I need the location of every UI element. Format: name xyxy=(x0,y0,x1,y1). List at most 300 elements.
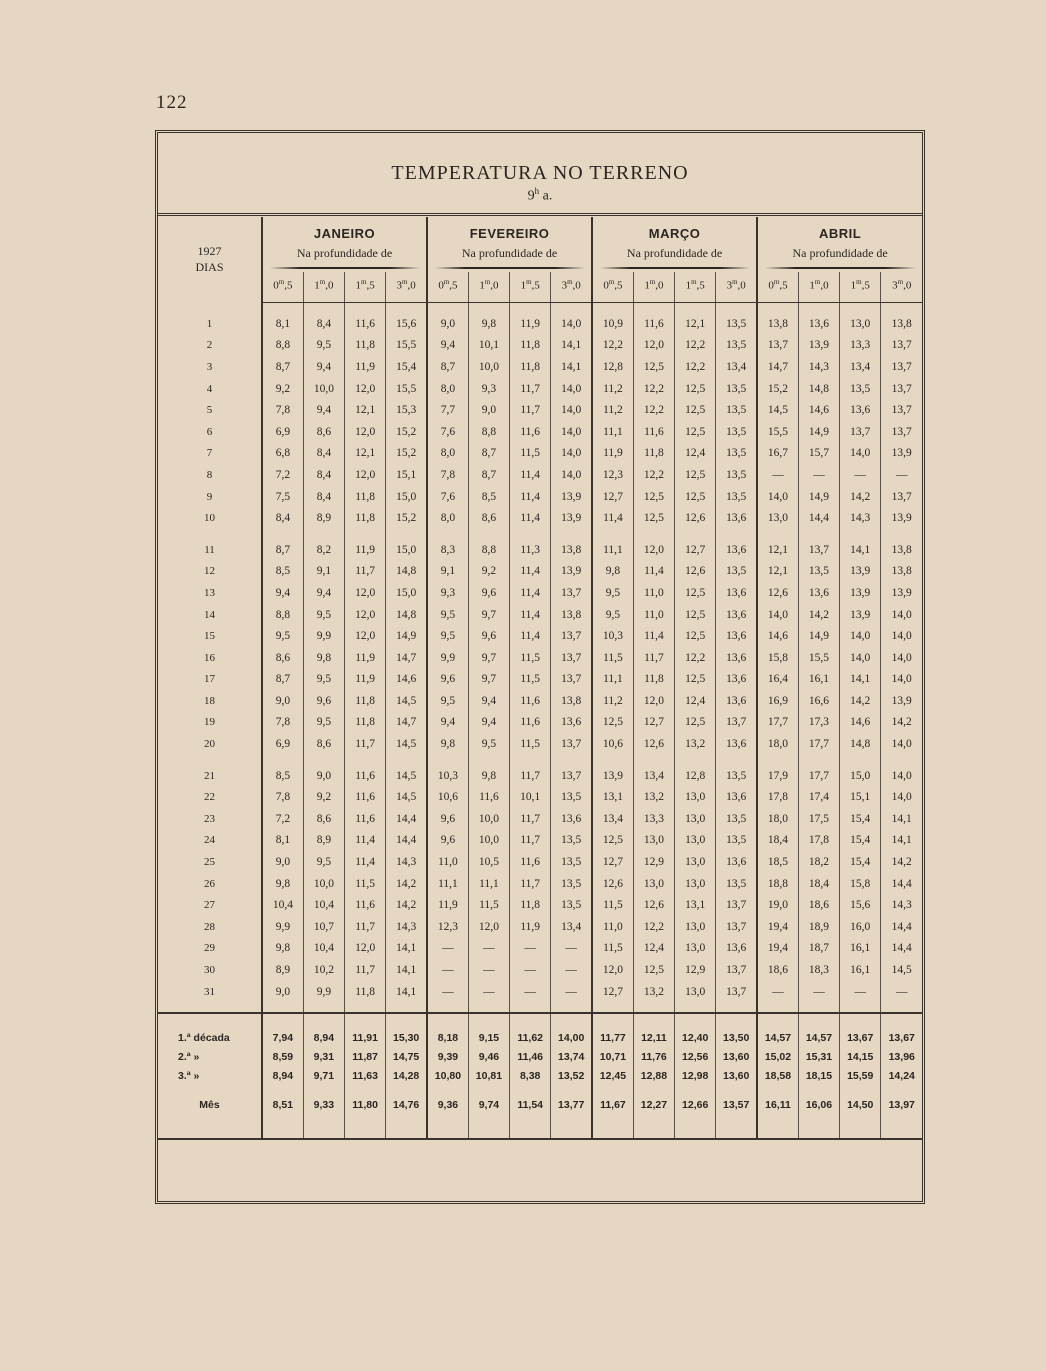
temperature-value: 11,9 xyxy=(345,647,386,669)
table-row xyxy=(158,582,922,604)
temperature-value: 10,4 xyxy=(262,894,303,916)
decade-mean: 9,15 xyxy=(468,1028,509,1047)
temperature-value: 14,8 xyxy=(386,604,427,626)
temperature-value: 16,9 xyxy=(757,690,798,712)
temperature-value: 8,7 xyxy=(262,539,303,561)
temperature-value: 9,5 xyxy=(303,335,344,357)
temperature-value: 17,8 xyxy=(757,786,798,808)
temperature-value: 12,2 xyxy=(675,335,716,357)
temperature-value: 9,9 xyxy=(303,625,344,647)
table-row xyxy=(158,625,922,647)
spacer-cell xyxy=(798,1002,839,1013)
day-number: 16 xyxy=(158,647,262,669)
temperature-value: 13,5 xyxy=(716,808,757,830)
spacer-cell xyxy=(345,529,386,539)
depth-header: 0$^m$,5 xyxy=(592,272,633,303)
days-label: DIAS xyxy=(195,260,224,274)
temperature-value: 13,0 xyxy=(675,916,716,938)
table-row xyxy=(158,808,922,830)
table-row xyxy=(158,464,922,486)
spacer-cell xyxy=(798,1085,839,1095)
table-row xyxy=(158,938,922,960)
temperature-value: 16,1 xyxy=(840,959,881,981)
spacer-cell xyxy=(633,1085,674,1095)
temperature-value: 9,8 xyxy=(262,938,303,960)
temperature-value: 17,7 xyxy=(757,712,798,734)
depth-header: 1$^m$,0 xyxy=(303,272,344,303)
temperature-value: 13,7 xyxy=(840,421,881,443)
temperature-value: 13,7 xyxy=(551,647,592,669)
temperature-value: 14,1 xyxy=(386,938,427,960)
temperature-value: 9,2 xyxy=(468,561,509,583)
temperature-value: 17,7 xyxy=(798,733,839,755)
temperature-value: 9,0 xyxy=(468,399,509,421)
decade-mean: 13,67 xyxy=(840,1028,881,1047)
month-mean: 12,66 xyxy=(675,1095,716,1114)
temperature-value: 13,6 xyxy=(716,938,757,960)
temperature-value: 13,7 xyxy=(551,625,592,647)
rule-line xyxy=(270,267,420,269)
spacer-cell xyxy=(510,1013,551,1028)
temperature-value: 12,1 xyxy=(345,399,386,421)
temperature-value: 14,0 xyxy=(881,647,922,669)
spacer-cell xyxy=(551,303,592,314)
decade-mean: 11,76 xyxy=(633,1047,674,1066)
table-row xyxy=(158,421,922,443)
temperature-value: 13,0 xyxy=(633,873,674,895)
temperature-value: 14,4 xyxy=(881,938,922,960)
spacer-cell xyxy=(303,1085,344,1095)
spacer-cell xyxy=(386,1013,427,1028)
temperature-value: 11,8 xyxy=(345,486,386,508)
temperature-value: 13,7 xyxy=(716,894,757,916)
temperature-value: 9,6 xyxy=(427,830,468,852)
temperature-value: 12,5 xyxy=(675,625,716,647)
temperature-value: 14,4 xyxy=(881,916,922,938)
decade-mean: 15,59 xyxy=(840,1066,881,1085)
temperature-value: 12,5 xyxy=(633,959,674,981)
table-row xyxy=(158,669,922,691)
temperature-value: — xyxy=(427,959,468,981)
decade-mean: 8,94 xyxy=(262,1066,303,1085)
temperature-value: 8,8 xyxy=(468,421,509,443)
day-number: 21 xyxy=(158,765,262,787)
temperature-value: 11,0 xyxy=(633,582,674,604)
spacer-cell xyxy=(510,303,551,314)
month-header: MARÇO xyxy=(592,217,757,241)
temperature-value: 14,0 xyxy=(881,604,922,626)
temperature-value: 15,6 xyxy=(840,894,881,916)
temperature-value: 18,8 xyxy=(757,873,798,895)
temperature-value: 13,8 xyxy=(551,539,592,561)
decade-mean: 11,46 xyxy=(510,1047,551,1066)
temperature-value: 11,6 xyxy=(345,786,386,808)
spacer-cell xyxy=(262,1013,303,1028)
decade-mean: 11,87 xyxy=(345,1047,386,1066)
spacer-cell xyxy=(675,1013,716,1028)
temperature-value: 9,5 xyxy=(592,604,633,626)
temperature-value: 13,6 xyxy=(551,712,592,734)
temperature-value: 13,7 xyxy=(881,335,922,357)
temperature-value: 9,1 xyxy=(427,561,468,583)
temperature-value: 13,0 xyxy=(675,851,716,873)
temperature-value: 8,7 xyxy=(262,669,303,691)
temperature-value: 11,7 xyxy=(510,873,551,895)
temperature-value: 14,2 xyxy=(840,486,881,508)
temperature-value: 13,5 xyxy=(716,399,757,421)
decade-mean: 12,98 xyxy=(675,1066,716,1085)
temperature-value: 9,2 xyxy=(303,786,344,808)
temperature-value: 14,0 xyxy=(551,421,592,443)
spacer-cell xyxy=(345,303,386,314)
temperature-value: 13,6 xyxy=(716,604,757,626)
temperature-value: 18,5 xyxy=(757,851,798,873)
temperature-value: — xyxy=(881,981,922,1003)
temperature-value: 11,2 xyxy=(592,690,633,712)
day-number: 13 xyxy=(158,582,262,604)
temperature-value: 12,0 xyxy=(345,625,386,647)
header-rule xyxy=(592,264,757,272)
temperature-value: 12,1 xyxy=(757,561,798,583)
temperature-value: 13,6 xyxy=(716,507,757,529)
temperature-value: — xyxy=(840,981,881,1003)
temperature-value: — xyxy=(427,981,468,1003)
temperature-value: 14,6 xyxy=(757,625,798,647)
temperature-value: 9,3 xyxy=(468,378,509,400)
temperature-value: 11,1 xyxy=(592,669,633,691)
temperature-value: 11,4 xyxy=(633,625,674,647)
spacer-cell xyxy=(427,755,468,765)
temperature-value: 13,7 xyxy=(881,486,922,508)
table-row xyxy=(158,378,922,400)
table-title: TEMPERATURA NO TERRENO xyxy=(391,162,689,184)
temperature-value: 11,6 xyxy=(633,421,674,443)
temperature-value: 8,6 xyxy=(303,421,344,443)
temperature-value: 8,0 xyxy=(427,507,468,529)
temperature-value: 11,6 xyxy=(345,765,386,787)
spacer-cell xyxy=(345,1002,386,1013)
temperature-value: 11,5 xyxy=(468,894,509,916)
temperature-value: 16,1 xyxy=(798,669,839,691)
temperature-value: 13,9 xyxy=(840,561,881,583)
temperature-value: 14,2 xyxy=(386,873,427,895)
month-mean: 13,57 xyxy=(716,1095,757,1114)
temperature-value: 11,8 xyxy=(510,356,551,378)
depth-header: 1$^m$,0 xyxy=(633,272,674,303)
temperature-value: 12,7 xyxy=(592,486,633,508)
temperature-value: 14,3 xyxy=(798,356,839,378)
temperature-value: 11,6 xyxy=(510,421,551,443)
temperature-value: 12,7 xyxy=(633,712,674,734)
temperature-value: 9,4 xyxy=(303,399,344,421)
temperature-value: 14,0 xyxy=(840,647,881,669)
temperature-value: — xyxy=(510,938,551,960)
temperature-value: 18,7 xyxy=(798,938,839,960)
temperature-value: 12,5 xyxy=(675,378,716,400)
day-number: 24 xyxy=(158,830,262,852)
temperature-value: 9,5 xyxy=(303,604,344,626)
spacer-cell xyxy=(716,755,757,765)
decade-mean: 13,50 xyxy=(716,1028,757,1047)
temperature-value: 14,0 xyxy=(757,486,798,508)
table-row xyxy=(158,981,922,1003)
temperature-value: 11,8 xyxy=(345,690,386,712)
temperature-value: 13,8 xyxy=(881,313,922,335)
spacer-cell xyxy=(386,303,427,314)
temperature-value: 14,0 xyxy=(881,765,922,787)
temperature-value: 11,4 xyxy=(510,486,551,508)
temperature-value: 13,3 xyxy=(840,335,881,357)
temperature-value: 8,6 xyxy=(303,733,344,755)
temperature-value: 14,2 xyxy=(881,712,922,734)
month-mean: 16,11 xyxy=(757,1095,798,1114)
temperature-value: 9,8 xyxy=(468,765,509,787)
temperature-value: 16,7 xyxy=(757,443,798,465)
depth-label: Na profundidade de xyxy=(592,241,757,264)
temperature-value: 8,4 xyxy=(303,486,344,508)
temperature-value: 11,4 xyxy=(510,625,551,647)
temperature-value: 8,9 xyxy=(262,959,303,981)
spacer-cell xyxy=(262,755,303,765)
temperature-value: 13,7 xyxy=(716,981,757,1003)
temperature-value: 15,5 xyxy=(386,378,427,400)
temperature-value: 11,8 xyxy=(345,712,386,734)
temperature-value: 14,4 xyxy=(386,808,427,830)
temperature-value: 12,0 xyxy=(345,938,386,960)
spacer-cell xyxy=(510,1085,551,1095)
temperature-value: 9,5 xyxy=(468,733,509,755)
temperature-value: 12,4 xyxy=(675,443,716,465)
depth-label: Na profundidade de xyxy=(296,246,393,260)
temperature-value: 12,7 xyxy=(675,539,716,561)
decade-mean: 13,96 xyxy=(881,1047,922,1066)
temperature-value: 9,5 xyxy=(427,690,468,712)
decade-mean: 14,15 xyxy=(840,1047,881,1066)
temperature-value: 11,5 xyxy=(592,647,633,669)
temperature-value: 10,0 xyxy=(303,378,344,400)
temperature-value: 8,6 xyxy=(303,808,344,830)
day-number: 14 xyxy=(158,604,262,626)
temperature-value: 7,6 xyxy=(427,421,468,443)
temperature-value: 9,0 xyxy=(262,981,303,1003)
temperature-value: 14,8 xyxy=(840,733,881,755)
month-header: ABRIL xyxy=(757,217,922,241)
table-row xyxy=(158,313,922,335)
temperature-value: 15,4 xyxy=(386,356,427,378)
temperature-value: 18,3 xyxy=(798,959,839,981)
spacer-cell xyxy=(551,755,592,765)
temperature-value: 11,1 xyxy=(592,421,633,443)
spacer-cell xyxy=(386,1002,427,1013)
temperature-value: 11,8 xyxy=(633,443,674,465)
temperature-value: 11,7 xyxy=(633,647,674,669)
temperature-value: 9,7 xyxy=(468,669,509,691)
temperature-value: 9,6 xyxy=(427,808,468,830)
temperature-value: 11,8 xyxy=(345,335,386,357)
temperature-value: 9,0 xyxy=(262,851,303,873)
temperature-value: 13,2 xyxy=(675,733,716,755)
temperature-value: 15,3 xyxy=(386,399,427,421)
temperature-value: 13,9 xyxy=(840,604,881,626)
temperature-value: — xyxy=(551,938,592,960)
temperature-value: 14,1 xyxy=(881,808,922,830)
spacer-cell xyxy=(510,529,551,539)
temperature-value: 13,7 xyxy=(881,378,922,400)
temperature-value: 9,6 xyxy=(468,582,509,604)
temperature-value: 13,9 xyxy=(881,690,922,712)
decade-mean: 10,81 xyxy=(468,1066,509,1085)
temperature-value: 19,0 xyxy=(757,894,798,916)
temperature-value: 13,5 xyxy=(716,830,757,852)
temperature-value: 17,9 xyxy=(757,765,798,787)
temperature-value: 9,4 xyxy=(427,712,468,734)
temperature-value: 9,5 xyxy=(592,582,633,604)
day-number: 1 xyxy=(158,313,262,335)
temperature-value: 10,1 xyxy=(468,335,509,357)
table-row xyxy=(158,873,922,895)
temperature-value: 12,9 xyxy=(633,851,674,873)
temperature-value: 12,0 xyxy=(345,604,386,626)
spacer-cell xyxy=(345,755,386,765)
temperature-value: 13,7 xyxy=(881,356,922,378)
decade-label: 3.ª » xyxy=(158,1066,262,1085)
decade-summary-row xyxy=(158,1066,922,1085)
table-row xyxy=(158,959,922,981)
month-mean: 9,36 xyxy=(427,1095,468,1114)
temperature-value: — xyxy=(551,981,592,1003)
temperature-value: 14,3 xyxy=(881,894,922,916)
depth-header: 1$^m$,5 xyxy=(675,272,716,303)
temperature-value: 12,6 xyxy=(633,733,674,755)
spacer-cell xyxy=(345,1013,386,1028)
temperature-value: 15,5 xyxy=(386,335,427,357)
temperature-value: 11,4 xyxy=(510,582,551,604)
temperature-value: 15,6 xyxy=(386,313,427,335)
table-row xyxy=(158,486,922,508)
temperature-value: 18,4 xyxy=(757,830,798,852)
temperature-value: 14,5 xyxy=(881,959,922,981)
temperature-value: 14,5 xyxy=(386,690,427,712)
temperature-value: 7,8 xyxy=(427,464,468,486)
table-row xyxy=(158,507,922,529)
temperature-value: 12,0 xyxy=(345,582,386,604)
temperature-value: 17,8 xyxy=(798,830,839,852)
temperature-value: 11,4 xyxy=(510,604,551,626)
day-number: 28 xyxy=(158,916,262,938)
decade-mean: 13,60 xyxy=(716,1066,757,1085)
temperature-table xyxy=(158,217,922,1140)
temperature-value: 9,5 xyxy=(303,669,344,691)
temperature-value: 12,6 xyxy=(675,561,716,583)
temperature-value: 15,2 xyxy=(386,443,427,465)
spacer-cell xyxy=(757,755,798,765)
temperature-value: 13,7 xyxy=(716,959,757,981)
temperature-value: 15,8 xyxy=(840,873,881,895)
spacer-cell xyxy=(262,1002,303,1013)
decade-mean: 14,00 xyxy=(551,1028,592,1047)
temperature-value: 13,1 xyxy=(592,786,633,808)
day-number: 26 xyxy=(158,873,262,895)
temperature-value: 9,5 xyxy=(427,625,468,647)
temperature-value: 13,0 xyxy=(675,830,716,852)
temperature-value: 15,1 xyxy=(386,464,427,486)
temperature-value: 11,7 xyxy=(345,561,386,583)
spacer-cell xyxy=(262,1085,303,1095)
temperature-value: 15,4 xyxy=(840,830,881,852)
temperature-value: 6,9 xyxy=(262,733,303,755)
temperature-value: 13,5 xyxy=(551,894,592,916)
depth-header: 1$^m$,5 xyxy=(510,272,551,303)
temperature-value: 13,4 xyxy=(551,916,592,938)
temperature-value: 9,4 xyxy=(427,335,468,357)
decade-mean: 15,31 xyxy=(798,1047,839,1066)
temperature-value: 7,7 xyxy=(427,399,468,421)
spacer-cell xyxy=(675,1114,716,1139)
temperature-value: 13,0 xyxy=(675,786,716,808)
temperature-value: 9,8 xyxy=(427,733,468,755)
decade-summary-row xyxy=(158,1047,922,1066)
month-header: FEVEREIRO xyxy=(427,217,592,241)
spacer-cell xyxy=(303,755,344,765)
temperature-value: 15,5 xyxy=(798,647,839,669)
temperature-value: 14,9 xyxy=(798,421,839,443)
temperature-value: 18,4 xyxy=(798,873,839,895)
temperature-value: 13,7 xyxy=(551,582,592,604)
temperature-value: 11,5 xyxy=(510,733,551,755)
temperature-value: 6,8 xyxy=(262,443,303,465)
temperature-value: 10,3 xyxy=(592,625,633,647)
spacer-cell xyxy=(510,1002,551,1013)
day-number: 10 xyxy=(158,507,262,529)
spacer-cell xyxy=(757,1002,798,1013)
temperature-value: 11,9 xyxy=(345,669,386,691)
temperature-value: 14,6 xyxy=(798,399,839,421)
spacer-cell xyxy=(427,303,468,314)
temperature-value: 13,0 xyxy=(840,313,881,335)
spacer-cell xyxy=(716,303,757,314)
temperature-value: 15,8 xyxy=(757,647,798,669)
spacer-cell xyxy=(427,1002,468,1013)
spacer-cell xyxy=(840,529,881,539)
temperature-value: 8,6 xyxy=(262,647,303,669)
temperature-value: 11,6 xyxy=(510,690,551,712)
temperature-value: 11,8 xyxy=(510,894,551,916)
day-number: 19 xyxy=(158,712,262,734)
temperature-value: 8,4 xyxy=(303,443,344,465)
temperature-value: 11,8 xyxy=(345,507,386,529)
temperature-value: 8,5 xyxy=(262,561,303,583)
temperature-value: 14,6 xyxy=(840,712,881,734)
decade-mean: 12,45 xyxy=(592,1066,633,1085)
temperature-value: 10,6 xyxy=(592,733,633,755)
spacer-cell xyxy=(468,755,509,765)
temperature-value: 8,6 xyxy=(468,507,509,529)
month-header: JANEIRO xyxy=(313,226,376,241)
temperature-value: 12,5 xyxy=(675,464,716,486)
spacer-cell xyxy=(345,1114,386,1139)
temperature-value: 14,4 xyxy=(386,830,427,852)
temperature-value: 13,1 xyxy=(675,894,716,916)
temperature-value: 7,2 xyxy=(262,808,303,830)
temperature-value: 12,0 xyxy=(345,421,386,443)
temperature-value: 11,0 xyxy=(427,851,468,873)
temperature-value: 12,0 xyxy=(633,539,674,561)
temperature-value: 8,3 xyxy=(427,539,468,561)
temperature-value: 13,8 xyxy=(881,539,922,561)
temperature-value: 10,0 xyxy=(468,356,509,378)
spacer-cell xyxy=(716,1013,757,1028)
temperature-value: — xyxy=(798,464,839,486)
